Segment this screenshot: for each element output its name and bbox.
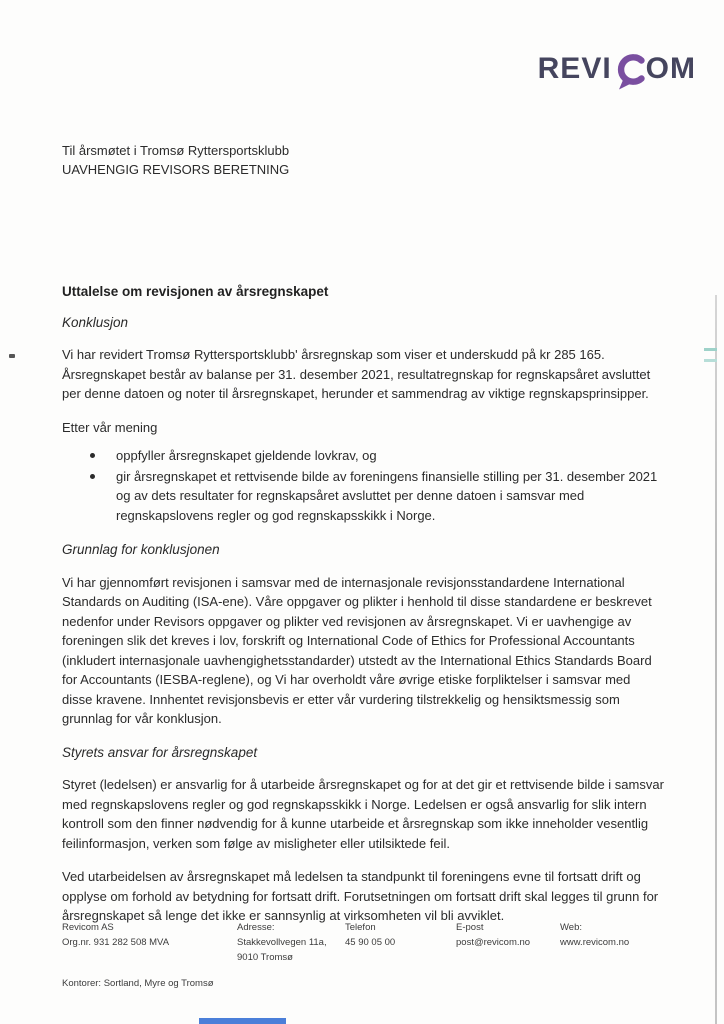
phone-value: 45 90 05 00 bbox=[345, 937, 396, 948]
address-line2: 9010 Tromsø bbox=[237, 952, 293, 963]
org-number: Org.nr. 931 282 508 MVA bbox=[62, 937, 170, 948]
company-footer bbox=[62, 920, 682, 965]
footer-email-column bbox=[456, 920, 560, 965]
footer-company-column bbox=[62, 920, 237, 965]
web-label: Web: bbox=[560, 922, 583, 933]
logo-text-pre: REVI bbox=[537, 52, 612, 85]
address-line1: Stakkevollvegen 11a, bbox=[237, 937, 327, 948]
bullet-icon bbox=[90, 453, 95, 458]
footer-address-column bbox=[237, 920, 345, 965]
phone-label: Telefon bbox=[345, 922, 376, 933]
report-title: UAVHENGIG REVISORS BERETNING bbox=[62, 162, 290, 177]
footer-phone-column bbox=[345, 920, 456, 965]
bottom-blue-bar bbox=[199, 1018, 286, 1024]
scan-dot-mark bbox=[9, 354, 15, 358]
section-heading-uttalelse: Uttalelse om revisjonen av årsregnskapet bbox=[62, 284, 329, 299]
list-item bbox=[90, 467, 664, 526]
list-item bbox=[90, 446, 664, 466]
subheading-grunnlag: Grunnlag for konklusjonen bbox=[62, 542, 220, 557]
scan-teal-mark bbox=[704, 348, 717, 351]
paragraph-konklusjon: Vi har revidert Tromsø Ryttersportsklubb' årsregnskap som viser et underskudd på kr 285 165. Årsregnskapet består av balanse per 31. desember 2021, resultatregnskap for regnskapsåret avsluttet per denne datoen og noter til årsregnskapet, herunder et sammendrag av viktige regnskapsprinsipper. bbox=[62, 347, 651, 401]
scan-edge-line bbox=[715, 295, 717, 1024]
bullet-icon bbox=[90, 474, 95, 479]
bullet-text: oppfyller årsregnskapet gjeldende lovkrav, og bbox=[116, 448, 377, 463]
addressee-line: Til årsmøtet i Tromsø Ryttersportsklubb bbox=[62, 143, 290, 158]
logo-text-post: OM bbox=[645, 52, 696, 85]
speech-bubble-c-icon bbox=[614, 52, 645, 90]
email-value: post@revicom.no bbox=[456, 937, 531, 948]
address-label: Adresse: bbox=[237, 922, 275, 933]
company-name: Revicom AS bbox=[62, 922, 114, 933]
subheading-konklusjon: Konklusjon bbox=[62, 314, 129, 330]
paragraph-styrets-ansvar-2: Ved utarbeidelsen av årsregnskapet må ledelsen ta standpunkt til foreningens evne til fortsatt drift og opplyse om forhold av betydning for fortsatt drift. Forutsetningen om fortsatt drift skal legges til grunn for årsregnskapet så lenge det ikke er sannsynlig at virksomheten vil bli avviklet. bbox=[62, 869, 659, 923]
email-label: E-post bbox=[456, 922, 484, 933]
revicom-logo bbox=[538, 50, 696, 88]
paragraph-opinion-intro: Etter vår mening bbox=[62, 419, 158, 435]
opinion-bullet-list bbox=[62, 446, 664, 525]
report-body bbox=[62, 282, 664, 940]
paragraph-styrets-ansvar-1: Styret (ledelsen) er ansvarlig for å utarbeide årsregnskapet og for at det gir et rettvisende bilde i samsvar med regnskapslovens regler og god regnskapsskikk i Norge. Ledelsen er også ansvarlig for slik intern kontroll som den finner nødvendig for å kunne utarbeide et årsregnskap som ikke inneholder vesentlig feilinformasjon, verken som følge av misligheter eller utilsiktede feil. bbox=[62, 777, 664, 851]
offices-line: Kontorer: Sortland, Myre og Tromsø bbox=[62, 978, 214, 989]
subheading-styrets-ansvar: Styrets ansvar for årsregnskapet bbox=[62, 744, 258, 760]
bullet-text: gir årsregnskapet et rettvisende bilde av foreningens finansielle stilling per 31. desember 2021 og av dets resultater for regnskapsåret avsluttet per denne datoen i samsvar med regnskapslovens regler og god regnskapsskikk i Norge. bbox=[116, 468, 658, 523]
footer-web-column bbox=[560, 920, 670, 965]
paragraph-grunnlag: Vi har gjennomført revisjonen i samsvar med de internasjonale revisjonsstandardene International Standards on Auditing (ISA-ene). Våre oppgaver og plikter i henhold til disse standardene er beskrevet nedenfor under Revisors oppgaver og plikter ved revisjonen av årsregnskapet. Vi er uavhengige av foreningen slik det kreves i lov, forskrift og International Code of Ethics for Professional Accountants (inkludert internasjonale uavhengighetsstandarder) utstedt av the International Ethics Standards Board for Accountants (IESBA-reglene), og Vi har overholdt våre øvrige etiske forpliktelser i samsvar med disse kravene. Innhentet revisjonsbevis er etter vår vurdering tilstrekkelig og hensiktsmessig som grunnlag for vår konklusjon. bbox=[62, 574, 652, 726]
addressee-block bbox=[62, 141, 289, 179]
web-value: www.revicom.no bbox=[560, 937, 630, 948]
